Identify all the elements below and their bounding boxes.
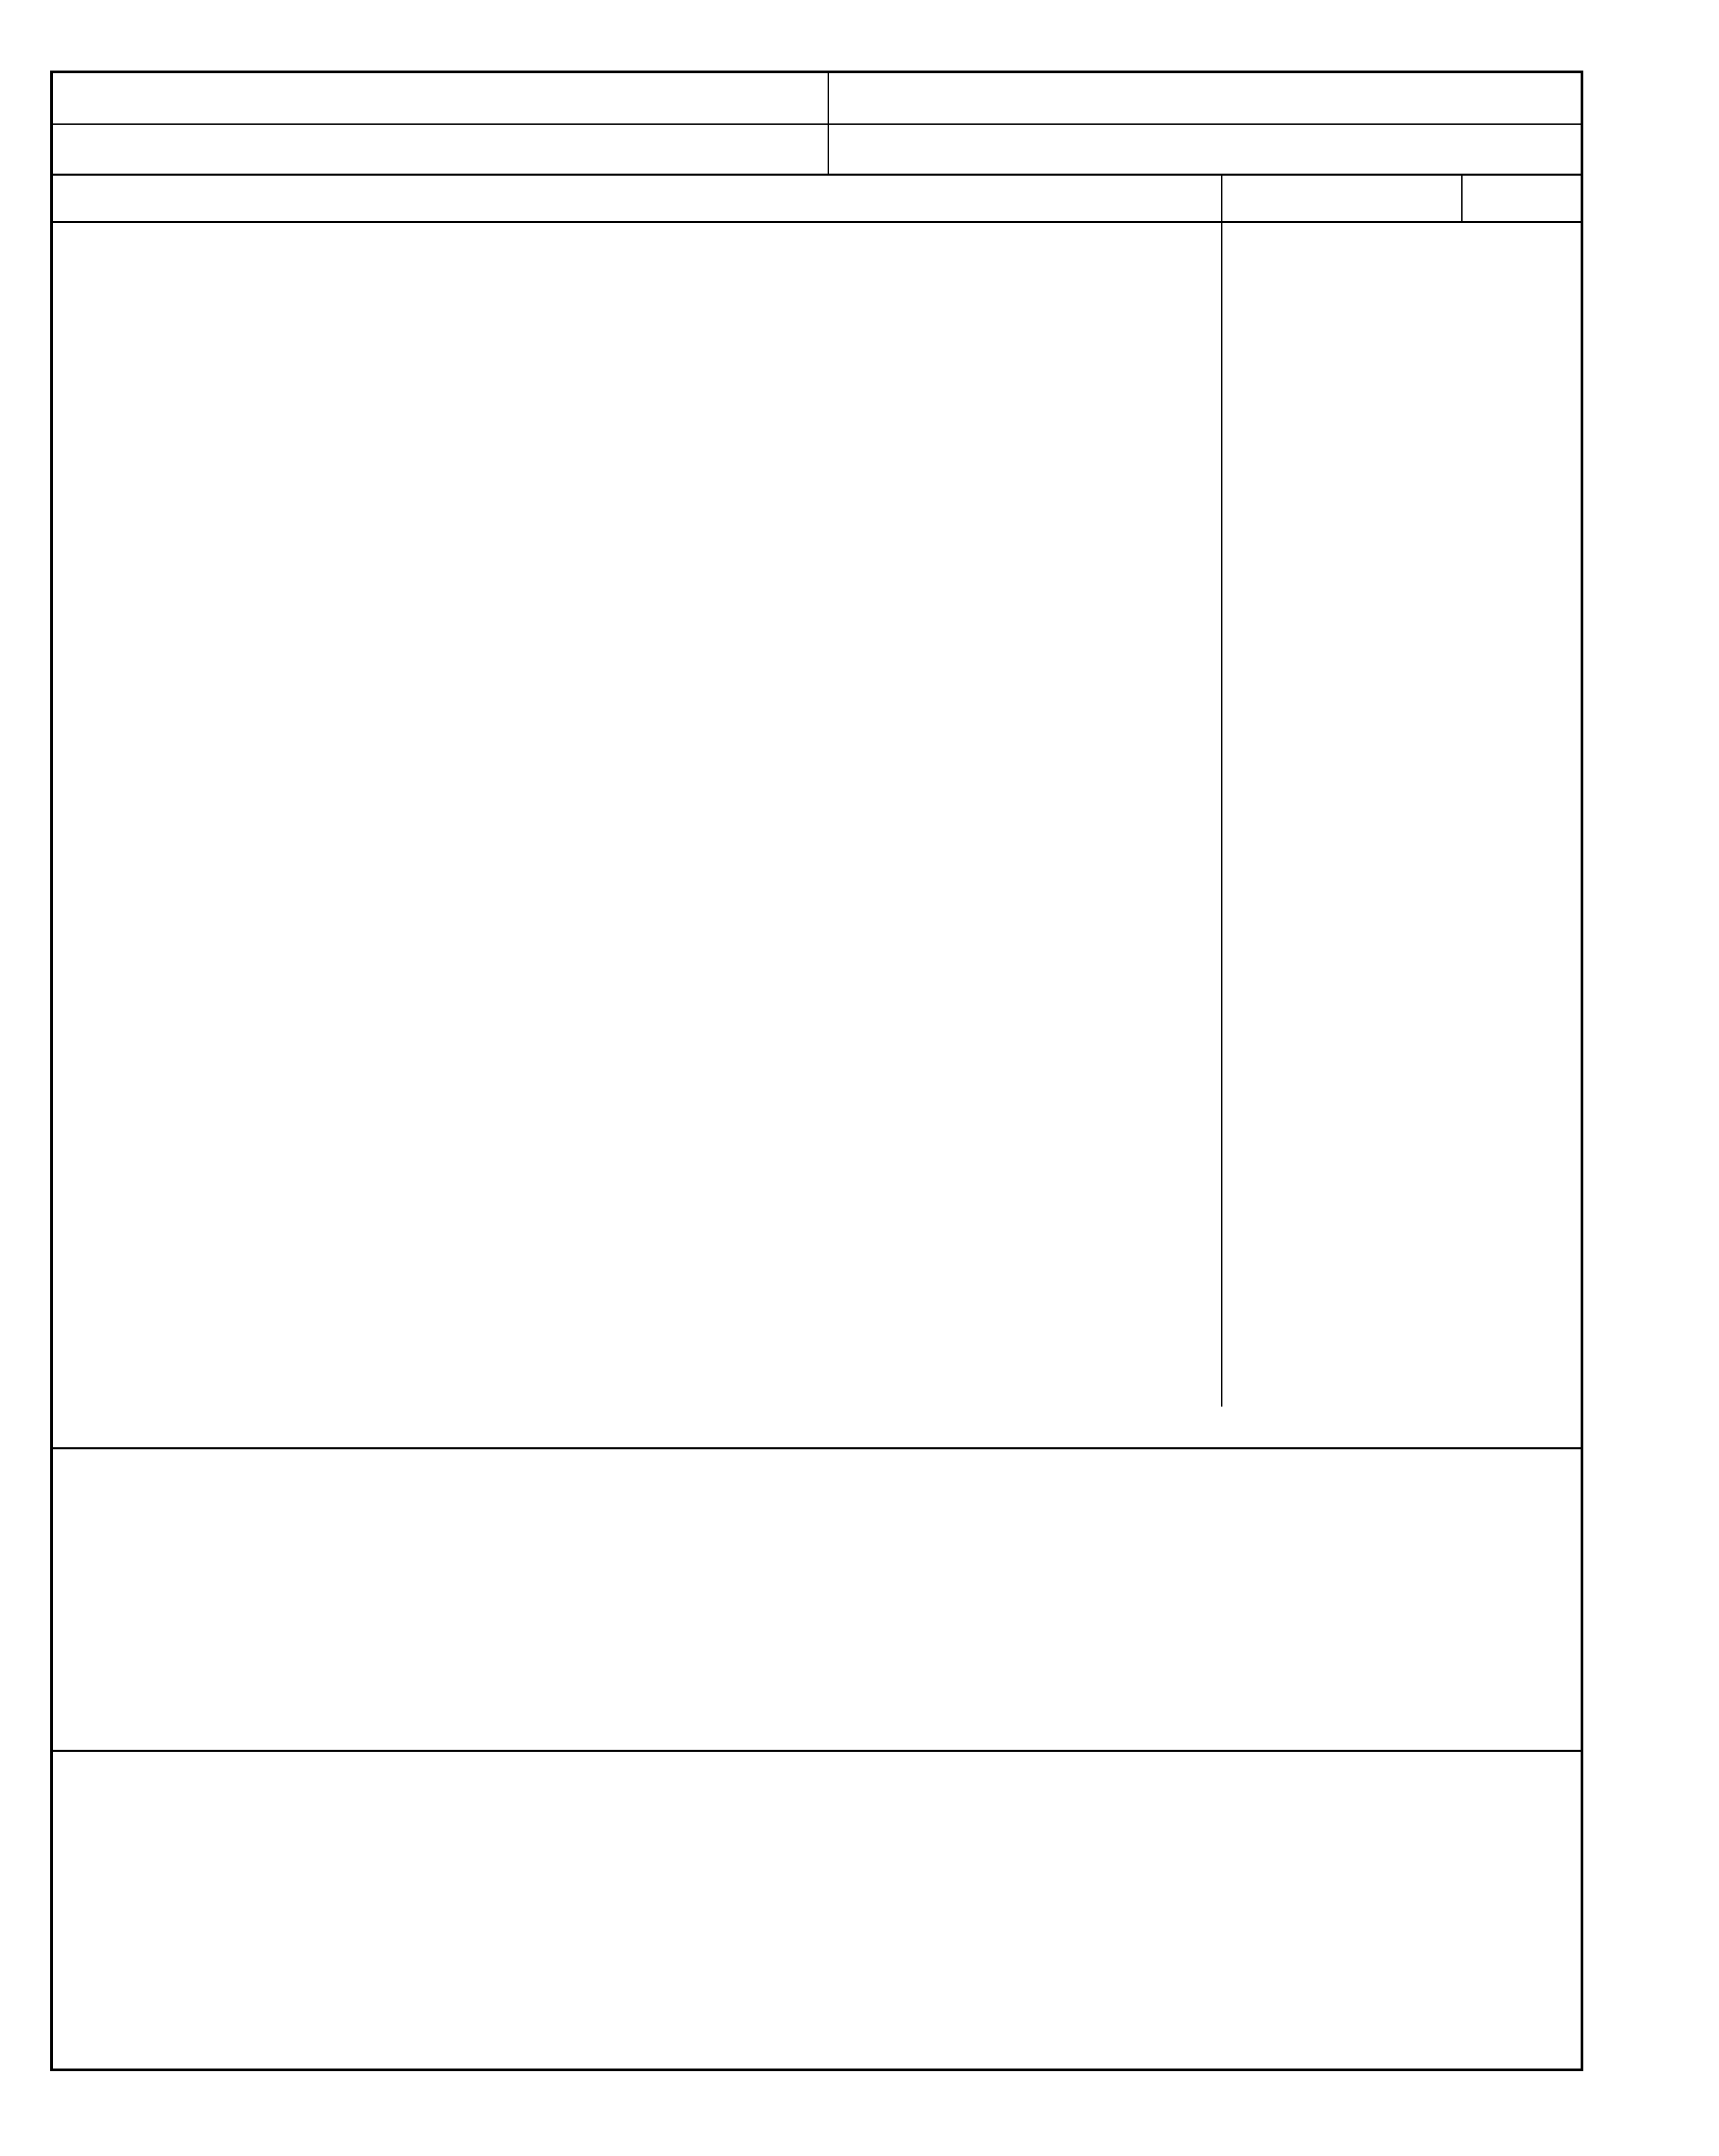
sources-title: [57, 1755, 72, 1776]
divider: [50, 1750, 1583, 1752]
divider: [50, 123, 1583, 125]
form-outer-box: [50, 71, 1583, 2071]
divider: [50, 174, 1583, 176]
divider: [50, 1447, 1583, 1449]
divider: [1221, 174, 1222, 1407]
footer-note-line-1: [57, 2079, 62, 2100]
divider: [828, 71, 829, 174]
other-marriages-title: [57, 1451, 72, 1472]
divider: [1461, 174, 1463, 221]
divider: [50, 221, 1583, 223]
